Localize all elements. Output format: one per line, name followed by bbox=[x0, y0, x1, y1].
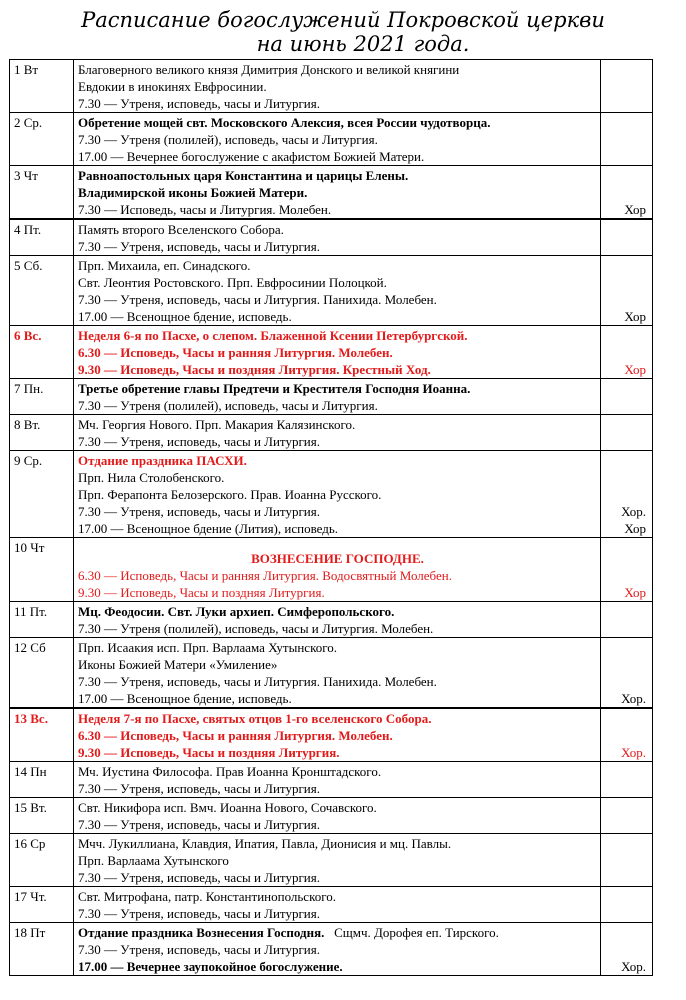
service-line: 7.30 — Утреня, исповедь, часы и Литургия. bbox=[78, 906, 320, 921]
choir-cell: Хор bbox=[601, 256, 653, 326]
service-cell bbox=[74, 708, 601, 762]
service-line: Прп. Ферапонта Белозерского. Прав. Иоанна Русского. bbox=[78, 487, 382, 502]
choir-cell bbox=[601, 379, 653, 415]
service-line: 17.00 — Вечернее заупокойное богослужение. bbox=[78, 959, 343, 974]
table-row bbox=[10, 602, 653, 638]
service-line: Благоверного великого князя Димитрия Донского и великой княгини bbox=[78, 62, 460, 77]
service-line: Память второго Вселенского Собора. bbox=[78, 222, 284, 237]
service-cell bbox=[74, 326, 601, 379]
date-cell: 16 Ср bbox=[10, 834, 74, 887]
service-line: 7.30 — Утреня, исповедь, часы и Литургия. bbox=[78, 96, 320, 111]
service-line: Свт. Никифора исп. Вмч. Иоанна Нового, Сочавского. bbox=[78, 800, 377, 815]
feast-name: Отдание праздника ПАСХИ. bbox=[78, 453, 247, 468]
service-line: 9.30 — Исповедь, Часы и поздняя Литургия. bbox=[78, 745, 340, 760]
choir-cell: Хор bbox=[601, 538, 653, 602]
table-row bbox=[10, 887, 653, 923]
service-line: 7.30 — Утреня (полилей), исповедь, часы и Литургия. bbox=[78, 132, 378, 147]
table-row bbox=[10, 451, 653, 538]
service-line: 7.30 — Утреня, исповедь, часы и Литургия. bbox=[78, 817, 320, 832]
date-cell: 11 Пт. bbox=[10, 602, 74, 638]
date-cell: 17 Чт. bbox=[10, 887, 74, 923]
date-cell: 5 Сб. bbox=[10, 256, 74, 326]
service-line: 17.00 — Всенощное бдение, исповедь. bbox=[78, 309, 292, 324]
table-row bbox=[10, 834, 653, 887]
service-line: Евдокии в инокинях Евфросинии. bbox=[78, 79, 267, 94]
choir-label: Хор. bbox=[621, 504, 646, 519]
service-cell bbox=[74, 415, 601, 451]
service-line: Мчч. Лукиллиана, Клавдия, Ипатия, Павла, Дионисия и мц. Павлы. bbox=[78, 836, 452, 851]
date-cell: 8 Вт. bbox=[10, 415, 74, 451]
service-cell bbox=[74, 602, 601, 638]
choir-cell: Хор bbox=[601, 326, 653, 379]
choir-cell bbox=[601, 60, 653, 113]
date-cell: 12 Сб bbox=[10, 638, 74, 709]
feast-name: ВОЗНЕСЕНИЕ ГОСПОДНЕ. bbox=[251, 551, 424, 566]
date-cell: 13 Вс. bbox=[10, 708, 74, 762]
service-cell bbox=[74, 638, 601, 709]
title-line-1: Расписание богослужений Покровской церкви bbox=[81, 8, 605, 32]
service-line: 7.30 — Утреня, исповедь, часы и Литургия. bbox=[78, 434, 320, 449]
service-line: Мч. Иустина Философа. Прав Иоанна Кронштадского. bbox=[78, 764, 382, 779]
service-line: Свт. Леонтия Ростовского. Прп. Евфросинии Полоцкой. bbox=[78, 275, 387, 290]
feast-name: Неделя 6-я по Пасхе, о слепом. Блаженной Ксении Петербургской. bbox=[78, 328, 468, 343]
service-cell bbox=[74, 762, 601, 798]
service-cell bbox=[74, 451, 601, 538]
service-cell bbox=[74, 887, 601, 923]
service-cell bbox=[74, 256, 601, 326]
table-row bbox=[10, 326, 653, 379]
feast-name: Равноапостольных царя Константина и царицы Елены. bbox=[78, 168, 409, 183]
service-line: Прп. Нила Столобенского. bbox=[78, 470, 225, 485]
service-cell bbox=[74, 166, 601, 220]
feast-name: Мц. Феодосии. Свт. Луки архиеп. Симферопольского. bbox=[78, 604, 395, 619]
table-row bbox=[10, 60, 653, 113]
service-line: Прп. Исаакия исп. Прп. Варлаама Хутынского. bbox=[78, 640, 337, 655]
title-line-2: на июнь 2021 года. bbox=[256, 32, 470, 56]
service-line: Прп. Варлаама Хутынского bbox=[78, 853, 229, 868]
service-line: Свт. Митрофана, патр. Константинопольского. bbox=[78, 889, 336, 904]
table-row bbox=[10, 256, 653, 326]
service-line: 17.00 — Всенощное бдение, исповедь. bbox=[78, 691, 292, 706]
service-line: 7.30 — Утреня, исповедь, часы и Литургия. bbox=[78, 781, 320, 796]
service-cell bbox=[74, 113, 601, 166]
service-line: 6.30 — Исповедь, Часы и ранняя Литургия. Молебен. bbox=[78, 345, 393, 360]
service-line: 7.30 — Исповедь, часы и Литургия. Молебен. bbox=[78, 202, 332, 217]
table-row bbox=[10, 166, 653, 220]
table-row bbox=[10, 923, 653, 976]
service-line: Иконы Божией Матери «Умиление» bbox=[78, 657, 278, 672]
choir-cell bbox=[601, 602, 653, 638]
service-cell bbox=[74, 60, 601, 113]
date-cell: 15 Вт. bbox=[10, 798, 74, 834]
service-line: 9.30 — Исповедь, Часы и поздняя Литургия. bbox=[78, 585, 325, 600]
date-cell: 4 Пт. bbox=[10, 219, 74, 256]
choir-cell: Хор. bbox=[601, 638, 653, 709]
date-cell: 6 Вс. bbox=[10, 326, 74, 379]
choir-cell: Хор bbox=[601, 166, 653, 220]
service-line: 7.30 — Утреня (полилей), исповедь, часы и Литургия. Молебен. bbox=[78, 621, 434, 636]
service-line: 7.30 — Утреня, исповедь, часы и Литургия. bbox=[78, 239, 320, 254]
service-cell bbox=[74, 379, 601, 415]
date-cell: 14 Пн bbox=[10, 762, 74, 798]
service-line: 17.00 — Вечернее богослужение с акафистом Божией Матери. bbox=[78, 149, 425, 164]
choir-cell bbox=[601, 451, 653, 538]
feast-name: Неделя 7-я по Пасхе, святых отцов 1-го вселенского Собора. bbox=[78, 711, 432, 726]
date-cell: 2 Ср. bbox=[10, 113, 74, 166]
feast-name: Третье обретение главы Предтечи и Крестителя Господня Иоанна. bbox=[78, 381, 471, 396]
date-cell: 18 Пт bbox=[10, 923, 74, 976]
service-line: 7.30 — Утреня, исповедь, часы и Литургия. bbox=[78, 504, 320, 519]
service-cell bbox=[74, 538, 601, 602]
saint-name: Сщмч. Дорофея еп. Тирского. bbox=[334, 925, 499, 940]
choir-cell bbox=[601, 415, 653, 451]
service-line: Мч. Георгия Нового. Прп. Макария Калязинского. bbox=[78, 417, 356, 432]
choir-cell bbox=[601, 113, 653, 166]
service-line: 7.30 — Утреня, исповедь, часы и Литургия. bbox=[78, 870, 320, 885]
table-row bbox=[10, 638, 653, 709]
table-row bbox=[10, 113, 653, 166]
schedule-table bbox=[9, 59, 653, 976]
service-cell bbox=[74, 923, 601, 976]
service-line: 7.30 — Утреня, исповедь, часы и Литургия. Панихида. Молебен. bbox=[78, 292, 437, 307]
choir-cell bbox=[601, 219, 653, 256]
choir-cell: Хор. bbox=[601, 708, 653, 762]
date-cell: 10 Чт bbox=[10, 538, 74, 602]
page-title bbox=[0, 8, 686, 56]
table-row bbox=[10, 379, 653, 415]
choir-label: Хор bbox=[624, 521, 646, 536]
feast-name: Отдание праздника Вознесения Господня. bbox=[78, 925, 325, 940]
feast-name: Владимирской иконы Божией Матери. bbox=[78, 185, 308, 200]
service-line: 6.30 — Исповедь, Часы и ранняя Литургия. Молебен. bbox=[78, 728, 393, 743]
service-cell bbox=[74, 798, 601, 834]
table-row bbox=[10, 762, 653, 798]
service-cell bbox=[74, 219, 601, 256]
service-line: 7.30 — Утреня, исповедь, часы и Литургия. Панихида. Молебен. bbox=[78, 674, 437, 689]
feast-name: Обретение мощей свт. Московского Алексия, всея России чудотворца. bbox=[78, 115, 491, 130]
service-cell bbox=[74, 834, 601, 887]
spacer bbox=[78, 539, 597, 550]
table-row bbox=[10, 798, 653, 834]
table-row bbox=[10, 708, 653, 762]
service-line: 7.30 — Утреня (полилей), исповедь, часы и Литургия. bbox=[78, 398, 378, 413]
choir-cell bbox=[601, 887, 653, 923]
date-cell: 1 Вт bbox=[10, 60, 74, 113]
service-line: 6.30 — Исповедь, Часы и ранняя Литургия. Водосвятный Молебен. bbox=[78, 568, 452, 583]
table-row bbox=[10, 538, 653, 602]
table-row bbox=[10, 415, 653, 451]
date-cell: 3 Чт bbox=[10, 166, 74, 220]
table-row bbox=[10, 219, 653, 256]
choir-cell bbox=[601, 834, 653, 887]
service-line: 17.00 — Всенощное бдение (Лития), исповедь. bbox=[78, 521, 339, 536]
service-line: 7.30 — Утреня, исповедь, часы и Литургия. bbox=[78, 942, 320, 957]
date-cell: 7 Пн. bbox=[10, 379, 74, 415]
choir-cell: Хор. bbox=[601, 923, 653, 976]
choir-cell bbox=[601, 762, 653, 798]
service-line: Прп. Михаила, еп. Синадского. bbox=[78, 258, 251, 273]
date-cell: 9 Ср. bbox=[10, 451, 74, 538]
service-line: 9.30 — Исповедь, Часы и поздняя Литургия. Крестный Ход. bbox=[78, 362, 431, 377]
service-line bbox=[78, 924, 597, 941]
choir-cell bbox=[601, 798, 653, 834]
